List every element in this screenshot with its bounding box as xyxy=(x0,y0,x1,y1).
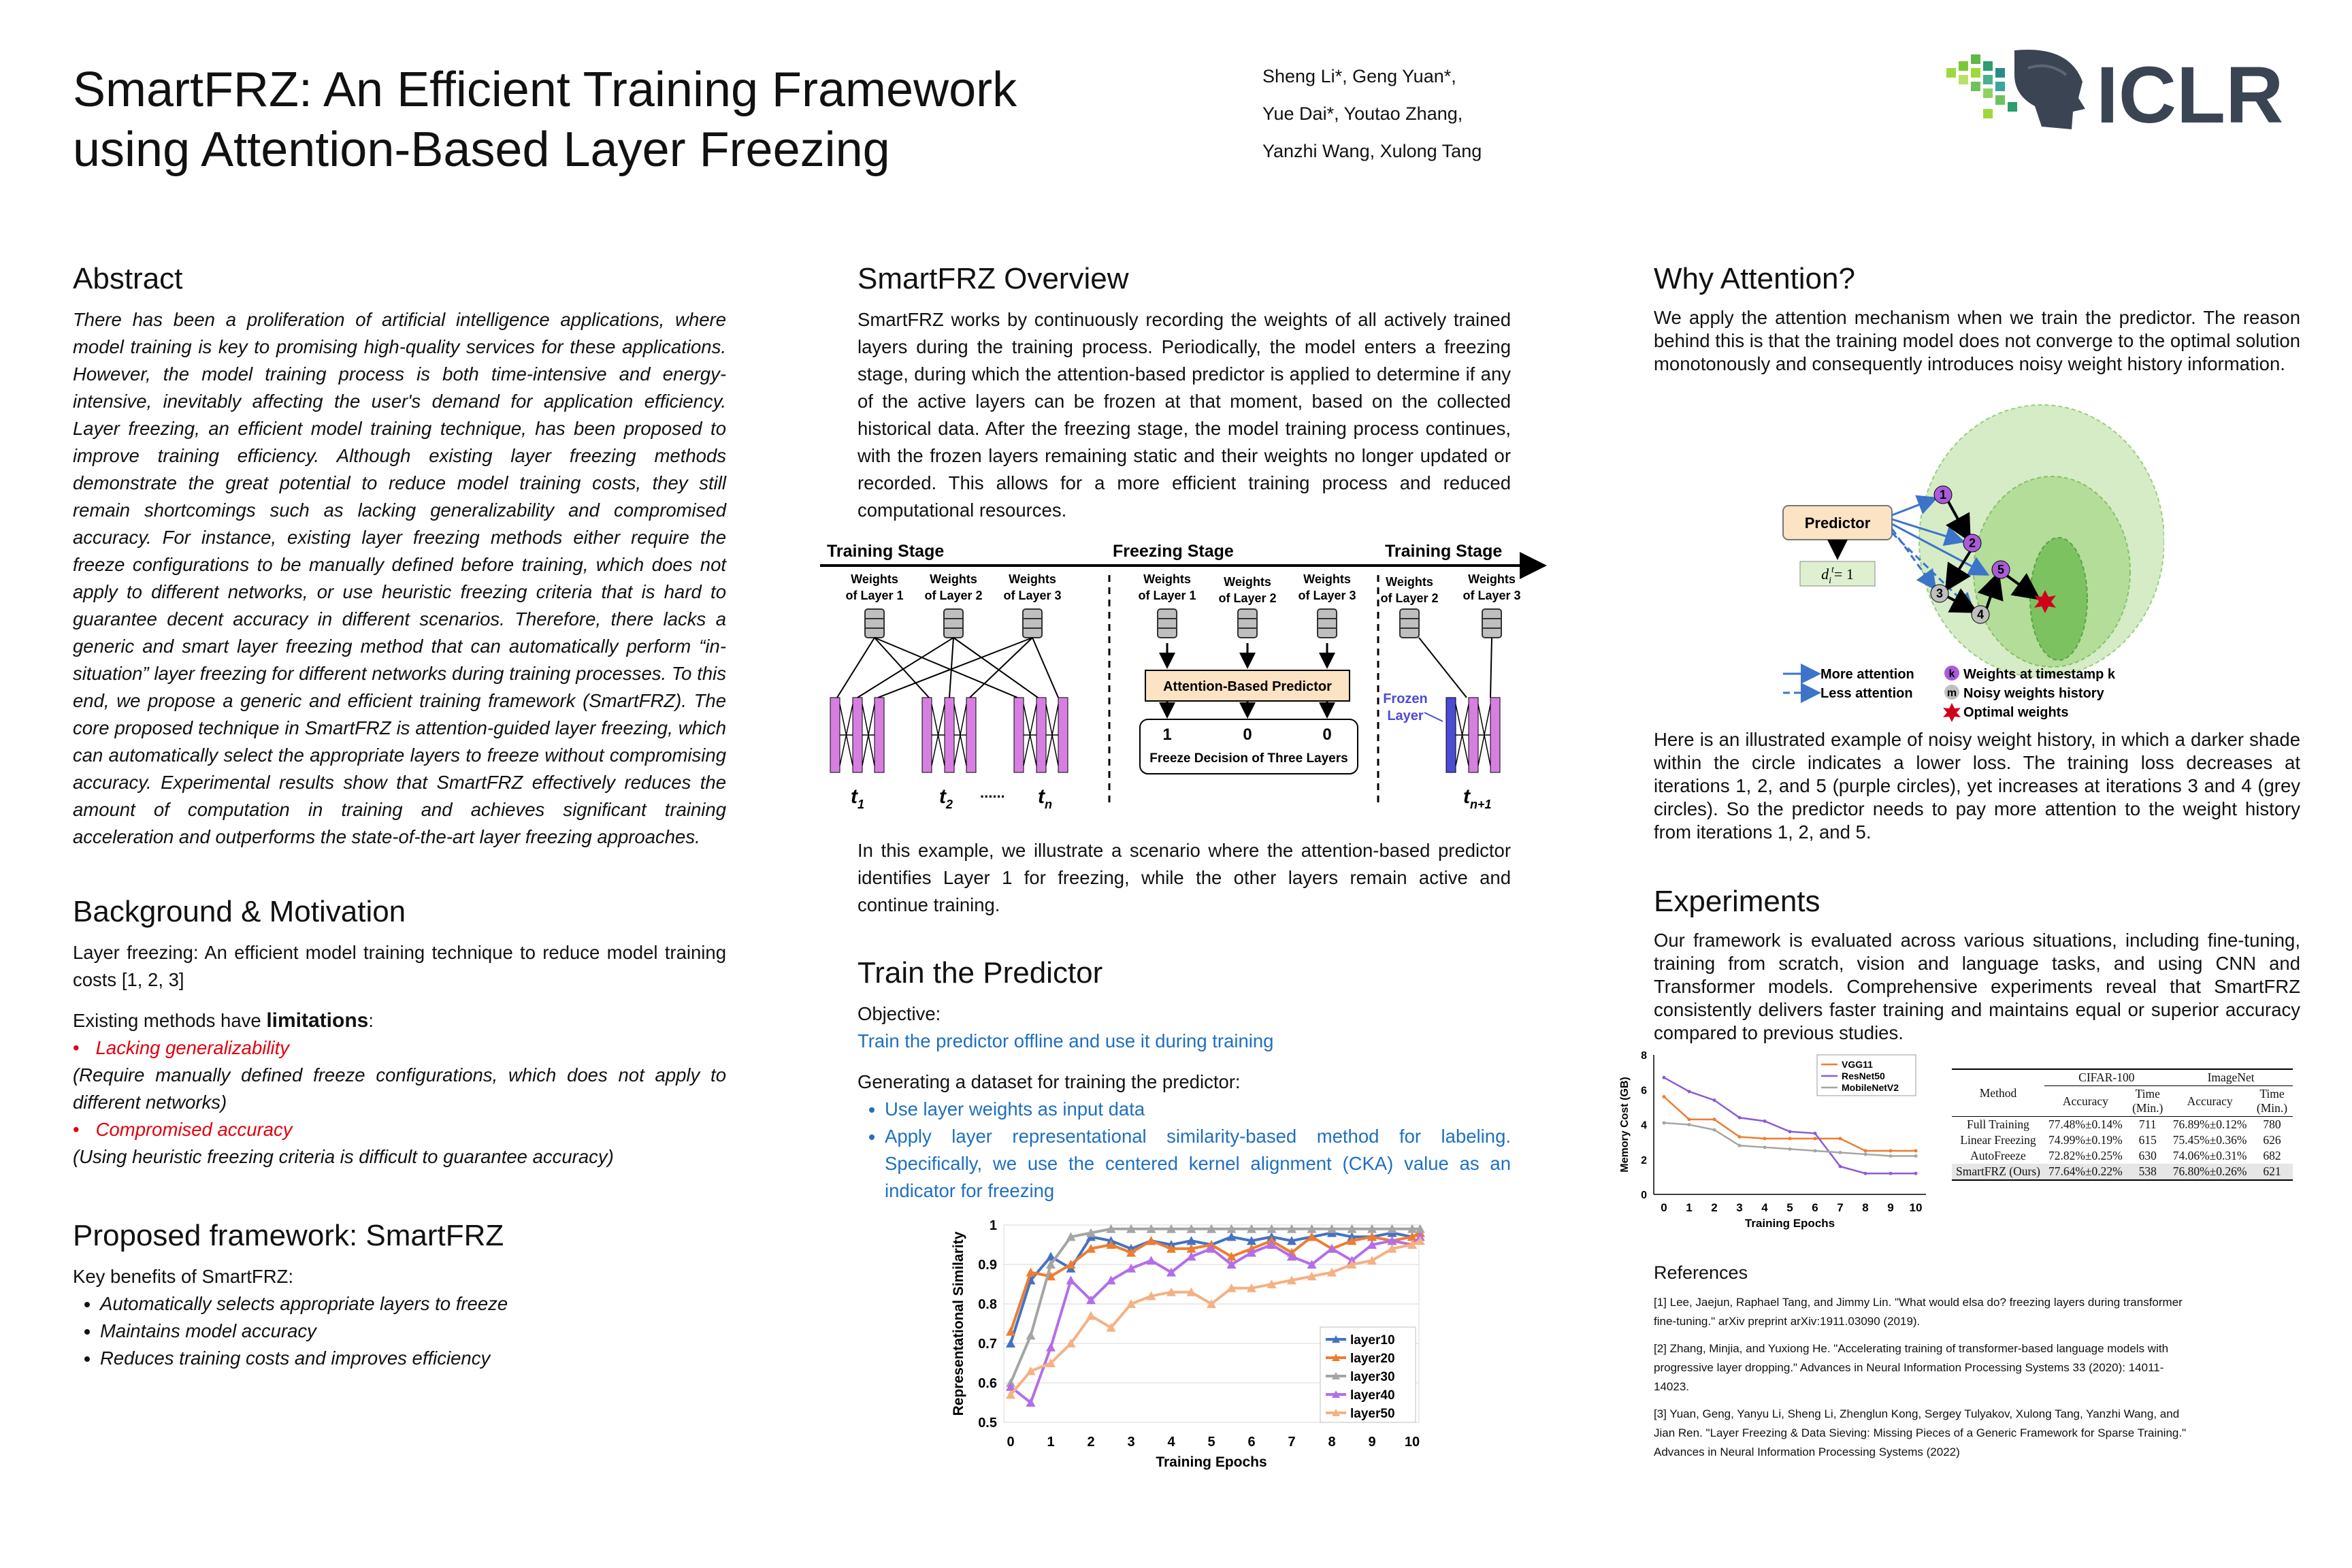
overview-example xyxy=(858,837,1511,919)
y-axis-label: Memory Cost (GB) xyxy=(1619,1077,1631,1173)
y-tick-label: 0.6 xyxy=(978,1376,997,1391)
limitation-1-text: Lacking generalizability xyxy=(95,1037,289,1058)
legend-label: layer10 xyxy=(1350,1333,1395,1348)
legend-label: ResNet50 xyxy=(1842,1071,1885,1081)
limitation-1-note: (Require manually defined freeze configurations, which does not apply to different networks) xyxy=(73,1064,726,1113)
data-point xyxy=(1713,1128,1716,1132)
experiments-heading: Experiments xyxy=(1654,885,1820,918)
references-heading: References xyxy=(1654,1262,1748,1283)
network-tn xyxy=(1014,698,1068,772)
dataset-item: • Use layer weights as input data xyxy=(885,1096,1511,1123)
table-cell: 76.89%±0.12% xyxy=(2172,1117,2247,1131)
y-tick-label: 4 xyxy=(1641,1120,1647,1132)
weights-label: Weights xyxy=(1468,572,1516,586)
database-icon xyxy=(1400,609,1419,638)
database-icons xyxy=(865,609,1501,638)
x-tick-label: 10 xyxy=(1909,1201,1923,1214)
abstract-heading: Abstract xyxy=(73,262,183,295)
x-tick-label: 4 xyxy=(1761,1201,1768,1214)
col-group-cifar: CIFAR-100 xyxy=(2044,1069,2169,1086)
decision-value: 0 xyxy=(1243,725,1252,744)
reference-item: [2] Zhang, Minjia, and Yuxiong He. "Accelerating training of transformer-based language models with progressive layer dropping." Advances in Neural Information Processing Systems 33 (2020): 14011-14023. xyxy=(1654,1342,2169,1393)
predictor-section xyxy=(858,953,1511,1205)
proposed-heading: Proposed framework: SmartFRZ xyxy=(73,1219,504,1252)
x-tick-label: 2 xyxy=(1711,1201,1718,1214)
legend-label: layer30 xyxy=(1350,1370,1395,1384)
x-tick-label: 9 xyxy=(1368,1435,1376,1450)
data-point xyxy=(1738,1135,1742,1139)
table-cell: Full Training xyxy=(1967,1117,2029,1131)
reference-item: [3] Yuan, Geng, Yanyu Li, Sheng Li, Zhenglun Kong, Sergey Tulyakov, Xulong Tang, Yanzhi Wang, and Jian Ren. "Layer Freezing & Data Sieving: Missing Pieces of a Generic Framework for Sparse Training." Advances in Neural Information Processing Systems (2022) xyxy=(1654,1407,2187,1458)
table-cell: 682 xyxy=(2263,1149,2281,1162)
legend-label: layer40 xyxy=(1350,1388,1395,1403)
col-accuracy: Accuracy xyxy=(2062,1094,2108,1108)
x-tick-label: 3 xyxy=(1736,1201,1743,1214)
overview-text: SmartFRZ works by continuously recording the weights of all actively trained layers during the training process. Periodically, the model enters a freezing stage, during which the attention-based predictor is applied to determine if any of the active layers can be frozen at that moment, based on the collected historical data. After the freezing stage, the model training process continues, with the frozen layers remaining static and their weights no longer updated or recorded. This allows for a more efficient training process and reduced computational resources. xyxy=(858,309,1511,521)
limitation-2-text: Compromised accuracy xyxy=(95,1119,293,1140)
legend-less-attention: Less attention xyxy=(1820,686,1913,701)
data-point xyxy=(1839,1165,1842,1169)
legend-label: VGG11 xyxy=(1842,1059,1873,1070)
data-point xyxy=(1663,1121,1666,1124)
iclr-logo-graphic xyxy=(1933,41,2314,136)
data-point xyxy=(1889,1172,1893,1175)
x-tick-label: 1 xyxy=(1047,1435,1055,1450)
weight-point-label: 2 xyxy=(1968,536,1976,550)
y-tick-label: 0.7 xyxy=(978,1337,997,1352)
formula: $d_i^t= 1$ xyxy=(1821,565,1854,586)
data-point xyxy=(1914,1154,1918,1158)
data-point xyxy=(1889,1149,1893,1152)
y-tick-label: 8 xyxy=(1641,1050,1647,1062)
data-point xyxy=(1788,1130,1792,1133)
x-tick-label: 0 xyxy=(1007,1435,1015,1450)
proposed-item: • Reduces training costs and improves efficiency xyxy=(100,1345,726,1372)
weights-label: Weights xyxy=(1303,572,1351,586)
legend-label: MobileNetV2 xyxy=(1842,1082,1899,1093)
table-row-highlight xyxy=(1952,1164,2293,1180)
authors-line-1: Sheng Li*, Geng Yuan*, xyxy=(1262,66,1456,86)
stage-freezing: Freezing Stage xyxy=(1113,542,1234,561)
limitations-bold: limitations xyxy=(266,1009,369,1032)
proposed-intro: Key benefits of SmartFRZ: xyxy=(73,1266,293,1287)
table-cell: SmartFRZ (Ours) xyxy=(1956,1164,2040,1178)
frozen-layer-pointer xyxy=(1424,713,1443,721)
network-t1 xyxy=(830,698,884,772)
limitations-line xyxy=(73,1007,726,1034)
col-accuracy: Accuracy xyxy=(2187,1094,2233,1108)
column-middle xyxy=(858,259,1511,524)
table-cell: Linear Freezing xyxy=(1960,1133,2036,1147)
weight-point-label: 5 xyxy=(1997,563,2005,576)
network-tn1 xyxy=(1446,698,1500,772)
x-tick-label: 5 xyxy=(1207,1435,1215,1450)
table-row xyxy=(1952,1117,2293,1133)
x-tick-label: 3 xyxy=(1127,1435,1135,1450)
weights-label: Weights xyxy=(1386,575,1433,589)
data-point xyxy=(1688,1117,1691,1121)
database-icon xyxy=(1482,609,1501,638)
authors xyxy=(1262,58,1482,170)
database-icon xyxy=(944,609,963,638)
x-tick-label: 6 xyxy=(1812,1201,1818,1214)
objective-label: Objective: xyxy=(858,1003,941,1024)
data-point xyxy=(1814,1149,1817,1152)
overview-example-text: In this example, we illustrate a scenario where the attention-based predictor identifies Layer 1 for freezing, while the other layers remain active and continue training. xyxy=(858,840,1511,915)
legend-optimal-weights: Optimal weights xyxy=(1963,705,2069,720)
data-point xyxy=(1688,1123,1691,1126)
data-point xyxy=(1763,1145,1767,1149)
x-tick-label: 2 xyxy=(1087,1435,1095,1450)
limitations-prefix: Existing methods have xyxy=(73,1010,267,1031)
proposed-list xyxy=(73,1290,726,1372)
x-tick-label: 1 xyxy=(1686,1201,1693,1214)
attention-diagram xyxy=(1769,398,2164,725)
table-cell: 615 xyxy=(2138,1133,2157,1147)
table-cell: 74.99%±0.19% xyxy=(2048,1133,2123,1147)
y-axis-label: Representational Similarity xyxy=(951,1231,966,1416)
weights-layer-label: of Layer 3 xyxy=(1003,589,1062,602)
y-tick-label: 6 xyxy=(1641,1085,1647,1097)
weights-layer-label: of Layer 3 xyxy=(1463,589,1521,602)
data-point xyxy=(1839,1137,1842,1141)
background-heading: Background & Motivation xyxy=(73,895,406,928)
experiments-text: Our framework is evaluated across various situations, including fine-tuning, training from scratch, vision and language tasks, and using CNN and Transformer models. Comprehensive experiments reveal that SmartFRZ consistently delivers faster training and maintains equal or superior accuracy compared to previous studies. xyxy=(1654,930,2300,1043)
table-cell: 630 xyxy=(2138,1149,2157,1162)
weights-label: Weights xyxy=(930,572,977,586)
poster-title xyxy=(73,60,1017,180)
database-icon xyxy=(1023,609,1042,638)
data-point xyxy=(1713,1098,1716,1102)
data-point xyxy=(1788,1147,1792,1151)
frozen-layer-label-2: Layer xyxy=(1387,708,1424,723)
proposed-item: • Maintains model accuracy xyxy=(100,1318,726,1345)
freeze-decision-label: Freeze Decision of Three Layers xyxy=(1149,751,1348,766)
weights-layer-label: of Layer 2 xyxy=(1380,591,1439,605)
objective-text: Train the predictor offline and use it during training xyxy=(858,1030,1274,1051)
attention-example-text: Here is an illustrated example of noisy weight history, in which a darker shade within the circle indicates a lower loss. The training loss decreases at iterations 1, 2, and 5 (purple circles), yet increases at iterations 3 and 4 (grey circles). So the predictor needs to pay more attention to the weight history from iterations 1, 2, and 5. xyxy=(1654,729,2300,843)
title-line-1: SmartFRZ: An Efficient Training Framework xyxy=(73,63,1017,117)
weights-label: Weights xyxy=(1009,572,1056,586)
table-cell: 626 xyxy=(2263,1133,2281,1147)
dataset-item: • Apply layer representational similarity-based method for labeling. Specifically, we use the centered kernel alignment (CKA) value as an indicator for freezing xyxy=(885,1123,1511,1205)
data-point xyxy=(1839,1151,1842,1154)
legend-label: layer20 xyxy=(1350,1352,1395,1366)
frozen-layer-label-1: Frozen xyxy=(1383,691,1428,706)
data-point xyxy=(1889,1154,1893,1158)
x-tick-label: 0 xyxy=(1661,1201,1667,1214)
table-cell: 711 xyxy=(2138,1117,2157,1131)
legend-k-symbol: k xyxy=(1948,668,1955,680)
weights-layer-label: of Layer 3 xyxy=(1298,589,1356,602)
x-tick-label: 8 xyxy=(1862,1201,1869,1214)
x-tick-label: 8 xyxy=(1328,1435,1336,1450)
data-point xyxy=(1864,1149,1867,1152)
column-right xyxy=(1654,259,2300,376)
limitation-2-note: (Using heuristic freezing criteria is difficult to guarantee accuracy) xyxy=(73,1146,614,1167)
legend-label: layer50 xyxy=(1350,1407,1395,1421)
abstract-text: There has been a proliferation of artificial intelligence applications, where model training is key to promising high-quality services for these applications. However, the model training process is both time-intensive and energy-intensive, inevitably affecting the user's demand for application efficiency. Layer freezing, an efficient model training technique, has been proposed to improve training efficiency. Although existing layer freezing methods demonstrate the great potential to reduce model training costs, they still remain shortcomings such as lacking generalizability and compromised accuracy. For instance, existing layer freezing methods either require the freeze configurations to be manually defined before training, which does not apply to different networks, or use heuristic freezing criteria that is hard to guarantee decent accuracy in different scenarios. Therefore, there lacks a generic and smart layer freezing method that can automatically perform “in-situation” layer freezing for different networks during training processes. To this end, we propose a generic and efficient training framework (SmartFRZ). The core proposed technique in SmartFRZ is attention-guided layer freezing, which can automatically select the appropriate layers to freeze without compromising accuracy. Experimental results show that SmartFRZ effectively reduces the amount of computation in training and achieves significant training acceleration and outperforms the state-of-the-art layer freezing approaches. xyxy=(73,309,726,847)
weights-layer-label: of Layer 1 xyxy=(845,589,904,602)
data-point xyxy=(1864,1153,1867,1156)
network-t2 xyxy=(922,698,976,772)
limitation-1: • Lacking generalizability xyxy=(73,1037,289,1058)
weights-layer-label: of Layer 1 xyxy=(1138,589,1196,602)
x-tick-label: 9 xyxy=(1887,1201,1894,1214)
predictor-heading: Train the Predictor xyxy=(858,956,1103,990)
data-point xyxy=(1763,1137,1767,1141)
x-axis-label: Training Epochs xyxy=(1156,1454,1267,1470)
database-icon xyxy=(865,609,884,638)
table-cell: 538 xyxy=(2138,1164,2157,1178)
dataset-list xyxy=(858,1096,1511,1205)
memory-chart xyxy=(1613,1041,1953,1239)
weights-label: Weights xyxy=(1224,575,1271,589)
data-point xyxy=(1663,1095,1666,1098)
weight-point-label: 4 xyxy=(1976,608,1984,621)
weights-layer-label: of Layer 2 xyxy=(924,589,983,602)
table-cell: 780 xyxy=(2263,1117,2281,1131)
reference-item: [1] Lee, Jaejun, Raphael Tang, and Jimmy Lin. "What would elsa do? freezing layers during transformer fine-tuning." arXiv preprint arXiv:1911.03090 (2019). xyxy=(1654,1296,2183,1328)
x-tick-label: 7 xyxy=(1288,1435,1296,1450)
predictor-label: Predictor xyxy=(1804,514,1871,532)
data-point xyxy=(1814,1132,1817,1135)
table-cell: 72.82%±0.25% xyxy=(2048,1149,2123,1162)
experiments-section xyxy=(1654,881,2300,1045)
table-cell: 75.45%±0.36% xyxy=(2172,1133,2247,1147)
x-tick-label: 5 xyxy=(1786,1201,1793,1214)
decision-value: 1 xyxy=(1162,725,1172,744)
attention-predictor-label: Attention-Based Predictor xyxy=(1163,679,1332,694)
legend-weights-timestamp: Weights at timestamp k xyxy=(1963,667,2116,682)
database-icon xyxy=(1238,609,1257,638)
y-tick-label: 0.5 xyxy=(978,1416,997,1431)
x-tick-label: 10 xyxy=(1404,1435,1420,1450)
attention-example xyxy=(1654,728,2300,844)
limitation-2: • Compromised accuracy xyxy=(73,1119,293,1140)
col-group-imagenet: ImageNet xyxy=(2169,1069,2293,1086)
legend-noisy-weights: Noisy weights history xyxy=(1963,686,2104,701)
data-point xyxy=(1738,1116,1742,1120)
y-tick-label: 0.8 xyxy=(978,1297,997,1312)
table-cell: 77.48%±0.14% xyxy=(2048,1117,2123,1131)
series-line-VGG11 xyxy=(1664,1097,1916,1151)
table-row xyxy=(1952,1148,2293,1164)
table-cell: 621 xyxy=(2263,1164,2281,1178)
x-tick-label: 7 xyxy=(1837,1201,1844,1214)
y-tick-label: 0.9 xyxy=(978,1258,997,1273)
background-section xyxy=(73,892,726,1171)
y-tick-label: 0 xyxy=(1641,1190,1647,1201)
data-point xyxy=(1688,1090,1691,1093)
results-table xyxy=(1952,1068,2293,1181)
col-time: Time (Min.) xyxy=(2256,1087,2288,1115)
decision-value: 0 xyxy=(1322,725,1332,744)
abstract-section xyxy=(73,259,726,851)
y-tick-label: 2 xyxy=(1641,1154,1647,1166)
y-tick-label: 1 xyxy=(989,1218,997,1233)
x-tick-label: 6 xyxy=(1247,1435,1256,1450)
data-point xyxy=(1814,1137,1817,1141)
data-point xyxy=(1864,1172,1867,1175)
legend-more-attention: More attention xyxy=(1820,667,1914,682)
attention-heading: Why Attention? xyxy=(1654,262,1855,295)
time-label-tn1: $t_{n+1}$ xyxy=(1463,785,1492,811)
limitations-suffix: : xyxy=(368,1010,374,1031)
attention-text: We apply the attention mechanism when we train the predictor. The reason behind this is that the training model does not converge to the optimal solution monotonously and consequently introduces noisy weight history information. xyxy=(1654,307,2300,374)
proposed-section xyxy=(73,1215,726,1372)
overview-heading: SmartFRZ Overview xyxy=(858,262,1129,295)
col-method: Method xyxy=(1952,1069,2044,1117)
table-cell: 76.80%±0.26% xyxy=(2172,1164,2247,1178)
database-icon xyxy=(1318,609,1337,638)
table-cell: 77.64%±0.22% xyxy=(2048,1164,2123,1178)
table-cell: AutoFreeze xyxy=(1970,1149,2026,1162)
weights-label: Weights xyxy=(1143,572,1191,586)
time-label-tn: $t_n$ xyxy=(1038,785,1052,811)
authors-line-3: Yanzhi Wang, Xulong Tang xyxy=(1262,141,1482,161)
table-row xyxy=(1952,1132,2293,1148)
x-axis-label: Training Epochs xyxy=(1744,1217,1835,1230)
data-point xyxy=(1713,1117,1716,1121)
results-table-wrap xyxy=(1952,1068,2293,1181)
stage-training-1: Training Stage xyxy=(827,542,945,561)
dataset-label: Generating a dataset for training the predictor: xyxy=(858,1071,1241,1092)
iclr-logo xyxy=(1933,41,2314,140)
weights-label: Weights xyxy=(851,572,898,586)
references-section xyxy=(1654,1259,2198,1470)
data-point xyxy=(1663,1076,1666,1079)
column-left xyxy=(73,259,726,1372)
weights-layer-label: of Layer 2 xyxy=(1218,591,1277,605)
overview-diagram xyxy=(820,534,1555,813)
data-point xyxy=(1788,1137,1792,1141)
time-label-t1: $t_1$ xyxy=(851,785,865,811)
authors-line-2: Yue Dai*, Youtao Zhang, xyxy=(1262,103,1463,124)
weight-point-label: 1 xyxy=(1939,488,1947,502)
database-icon xyxy=(1158,609,1177,638)
data-point xyxy=(1738,1144,1742,1147)
data-point xyxy=(1914,1172,1918,1175)
data-point xyxy=(1914,1149,1918,1152)
weight-point-label: 3 xyxy=(1936,587,1944,600)
iclr-logo-text: ICLR xyxy=(2096,50,2284,136)
similarity-chart xyxy=(943,1211,1433,1470)
data-point xyxy=(1763,1120,1767,1123)
background-intro: Layer freezing: An efficient model training technique to reduce model training costs [1, 2, 3] xyxy=(73,942,726,990)
stage-training-2: Training Stage xyxy=(1385,542,1503,561)
legend-m-symbol: m xyxy=(1946,687,1957,699)
col-time: Time (Min.) xyxy=(2132,1087,2163,1115)
time-dots: ...... xyxy=(980,784,1005,801)
table-cell: 74.06%±0.31% xyxy=(2172,1149,2247,1162)
proposed-item: • Automatically selects appropriate layers to freeze xyxy=(100,1290,726,1318)
time-label-t2: $t_2$ xyxy=(939,785,953,811)
legend-optimal-star-icon xyxy=(1943,703,1961,722)
title-line-2: using Attention-Based Layer Freezing xyxy=(73,122,890,177)
x-tick-label: 4 xyxy=(1167,1435,1175,1450)
